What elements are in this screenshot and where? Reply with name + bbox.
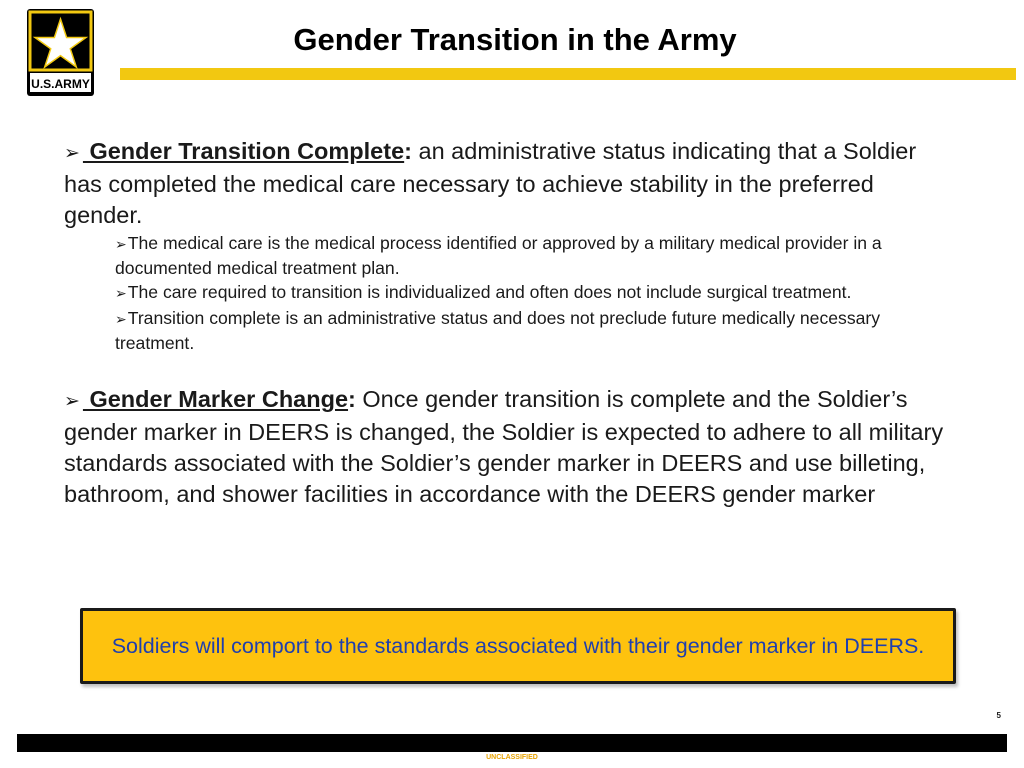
arrowhead-bullet-icon: ➢ bbox=[115, 236, 127, 252]
bullet-colon: : bbox=[404, 138, 412, 164]
slide-content bbox=[64, 136, 954, 510]
bullet-gender-marker-change bbox=[64, 384, 954, 510]
bullet-text: an administrative status indicating that a Soldier has completed the medical care necessary to achieve stability in the preferred gender. bbox=[64, 138, 917, 228]
callout-text: Soldiers will comport to the standards associated with their gender marker in DEERS. bbox=[111, 633, 925, 658]
title-underline-bar bbox=[120, 68, 1016, 80]
bullet-heading: Gender Transition Complete bbox=[82, 138, 405, 164]
sub-bullet bbox=[115, 231, 954, 280]
sub-bullet-text: Transition complete is an administrative status and does not preclude future medically necessary treatment. bbox=[115, 307, 881, 353]
bullet-heading: Gender Marker Change bbox=[82, 386, 349, 413]
logo-text: U.S.ARMY bbox=[31, 77, 90, 91]
sub-bullet bbox=[115, 280, 954, 305]
arrowhead-bullet-icon: ➢ bbox=[115, 310, 127, 327]
bullet-colon: : bbox=[348, 386, 356, 413]
arrowhead-bullet-icon: ➢ bbox=[115, 285, 127, 302]
slide-title: Gender Transition in the Army bbox=[293, 22, 737, 57]
sub-bullet-text: The care required to transition is individualized and often does not include surgical treatment. bbox=[127, 282, 852, 303]
army-star-logo bbox=[27, 9, 94, 96]
bullet-gender-transition-complete bbox=[64, 136, 954, 231]
callout-box bbox=[80, 608, 956, 684]
sub-bullet-list bbox=[64, 231, 954, 355]
footer-bar bbox=[17, 734, 1007, 752]
page-number: 5 bbox=[996, 711, 1001, 720]
classification-label: UNCLASSIFIED bbox=[486, 754, 538, 761]
sub-bullet bbox=[115, 306, 954, 355]
army-logo bbox=[27, 9, 94, 96]
arrowhead-bullet-icon: ➢ bbox=[64, 143, 80, 164]
sub-bullet-text: The medical care is the medical process identified or approved by a military medical provider in a documented medical treatment plan. bbox=[115, 233, 882, 279]
arrowhead-bullet-icon: ➢ bbox=[64, 391, 80, 413]
bullet-text: Once gender transition is complete and the Soldier’s gender marker in DEERS is changed, the Soldier is expected to adhere to all military standards associated with the Soldier’s gender marker in DEERS and use billeting, bathroom, and shower facilities in accordance with the DEERS gender marker bbox=[64, 386, 944, 508]
